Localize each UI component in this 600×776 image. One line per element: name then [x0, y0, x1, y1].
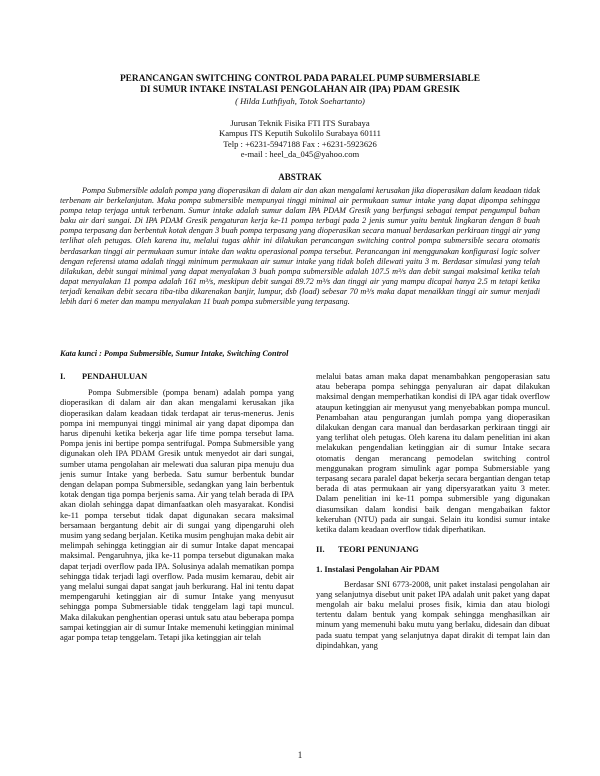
- section-number: II.: [316, 545, 325, 555]
- body-paragraph: melalui batas aman maka dapat menambahkan pengoperasian satu atau beberapa pompa sehingga penyaluran air dapat dilakukan maksimal dengan memperhatikan kondisi di IPA agar tidak overflow ataupun ketinggian air menyusut yang menyebabkan pompa muncul. Penambahan atau pengurangan jumlah pompa yang dioperasikan dilakukan dengan cara manual dan berdasarkan perkiraan tinggi air yang terlihat oleh petugas. Oleh karena itu dalam penelitian ini akan melakukan pengendalian ketinggian air di sumur Intake secara otomatis dengan merancang pemodelan switching control menggunakan program simulink agar pompa Submersiable yang terpasang secara paralel dapat bekerja secara bergantian dengan tetap berada di atas permukaan air yang dipersyaratkan yaitu 3 meter. Dalam penelitian ini ke-11 pompa submersible yang digunakan diasumsikan dalam kondisi baik dengan mengabaikan faktor kekeruhan (NTU) pada air sungai. Selain itu kondisi sumur intake ketika dalam keadaan overflow tidak diperhatikan.: [316, 372, 550, 535]
- affiliation-line-1: Jurusan Teknik Fisika FTI ITS Surabaya: [230, 118, 370, 128]
- abstract: [60, 186, 540, 307]
- subsection-heading: 1. Instalasi Pengolahan Air PDAM: [316, 565, 440, 575]
- body-paragraph: Berdasar SNI 6773-2008, unit paket instalasi pengolahan air yang selanjutnya disebut unit paket IPA adalah unit paket yang dapat mengolah air baku melalui proses fisik, kimia dan atau biologi tertentu dalam bentuk yang kompak sehingga menghasilkan air minum yang memenuhi baku mutu yang berlaku, didesain dan dibuat pada suatu tempat yang selanjutnya dapat dirakit di tempat lain dan dipindahkan, yang: [316, 579, 550, 650]
- affiliation-line-3: Telp : +6231-5947188 Fax : +6231-5923626: [223, 138, 377, 149]
- abstract-text: Pompa Submersible adalah pompa yang dioperasikan di dalam air dan akan mengalami kerusakan jika dioperasikan dalam keadaan tidak terbenam air berkelanjutan. Maka pompa submersible mempunyai tinggi minimal air permukaan sumur intake yang dapat dipompa sehingga pompa tetap terjaga untuk terbenam. Sumur intake adalah sumur dalam IPA PDAM Gresik yang berfungsi sebagai tempat pengumpul bahan baku air dari sungai. Di IPA PDAM Gresik pengaturan kerja ke-11 pompa terbagi pada 2 jenis sumur yaitu bentuk lingkaran dengan 8 buah pompa terpasang dan berbentuk kotak dengan 3 buah pompa terpasang yang dioperasikan secara manual berdasarkan perkiraan tinggi air yang terlihat oleh petugas. Oleh karena itu, melalui tugas akhir ini dilakukan perancangan switching control pompa submersible secara otomatis berdasarkan tinggi air permukaan sumur intake dan waktu operasional pompa tersebut. Perancangan ini menggunakan konfigurasi logic solver dengan referensi utama adalah tinggi minimum permukaan air sumur intake yang tidak boleh dilewati yaitu 3 m. Berdasar simulasi yang telah dilakukan, debit sungai minimal yang dapat menyalakan 3 buah pompa submersible adalah 107.5 m³/s dan debit sungai maksimal ketika telah dapat menyalakan 11 pompa adalah 161 m³/s, meskipun debit sungai 89.72 m³/s dan tinggi air yang mampu dicapai hanya 2.5 m tetapi ketika terjadi kenaikan debit secara tiba-tiba dikarenakan banjir, lumpur, dsb (load) sebesar 70 m³/s maka dapat menaikkan tinggi air sumur menjadi lebih dari 6 meter dan mampu menyalakan 11 buah pompa submersible yang terpasang.: [60, 186, 540, 307]
- section-number: I.: [60, 372, 66, 381]
- authors: ( Hilda Luthfiyah, Totok Soehartanto): [235, 96, 365, 106]
- abstract-heading: ABSTRAK: [278, 172, 322, 182]
- affiliation-line-4: e-mail : heel_da_045@yahoo.com: [240, 148, 360, 159]
- title-line-1: PERANCANGAN SWITCHING CONTROL PADA PARALEL PUMP SUBMERSIABLE: [119, 74, 481, 84]
- section-heading-theory: [316, 545, 550, 555]
- section-title: PENDAHULUAN: [82, 372, 148, 381]
- affiliation: [0, 118, 600, 159]
- section-heading-introduction: [60, 372, 294, 382]
- title-line-2: DI SUMUR INTAKE INSTALASI PENGOLAHAN AIR (IPA) PDAM GRESIK: [140, 85, 460, 95]
- keywords: Kata kunci : Pompa Submersible, Sumur Intake, Switching Control: [60, 349, 289, 358]
- right-column: [316, 372, 550, 651]
- page-number: 1: [297, 750, 303, 760]
- body-paragraph: Pompa Submersible (pompa benam) adalah pompa yang dioperasikan di dalam air dan akan mengalami kerusakan jika dioperasikan dalam keadaan tidak terdapat air terus-menerus. Jenis pompa ini mempunyai tinggi minimal air yang dapat dipompa dan harus dipenuhi ketika bekerja agar life time pompa tersebut lama. Pompa jenis ini bertipe pompa sentrifugal. Pompa Submersible yang digunakan oleh IPA PDAM Gresik untuk menyedot air dari sungai, sumber utama pengolahan air melewati dua saluran pipa menuju dua jenis sumur Intake yang berbeda. Satu sumur berbentuk bundar dengan delapan pompa Submersible, sedangkan yang lain berbentuk kotak dengan tiga pompa berjenis sama. Air yang telah berada di IPA akan diolah sehingga dapat dimanfaatkan oleh masyarakat. Kondisi ke-11 pompa tersebut tidak dapat digunakan secara maksimal bersamaan bergantung debit air di sungai yang dipengaruhi oleh musim yang sedang berjalan. Ketika musim penghujan maka debit air melimpah sehingga ketinggian air di sumur Intake dapat mencapai maksimal. Pengaruhnya, jika ke-11 pompa tersebut digunakan maka dapat terjadi overflow pada IPA. Solusinya adalah mematikan pompa sehingga tidak terjadi lagi overflow. Pada musim kemarau, debit air yang melalui sungai dapat sangat jauh berkurang. Hal ini tentu dapat mempengaruhi ketinggian air di sumur Intake yang menyusut sehingga pompa Submersiable tidak tenggelam lagi tapi muncul. Maka dilakukan penghentian operasi untuk satu atau beberapa pompa sampai ketinggian air di sumur Intake memenuhi ketinggian minimal agar pompa tetap tenggelam. Tetapi jika ketinggian air telah: [60, 388, 294, 643]
- affiliation-line-2: Kampus ITS Keputih Sukolilo Surabaya 60111: [219, 128, 381, 139]
- section-title: TEORI PENUNJANG: [338, 545, 419, 555]
- paper-title: [0, 74, 600, 96]
- left-column: [60, 372, 294, 643]
